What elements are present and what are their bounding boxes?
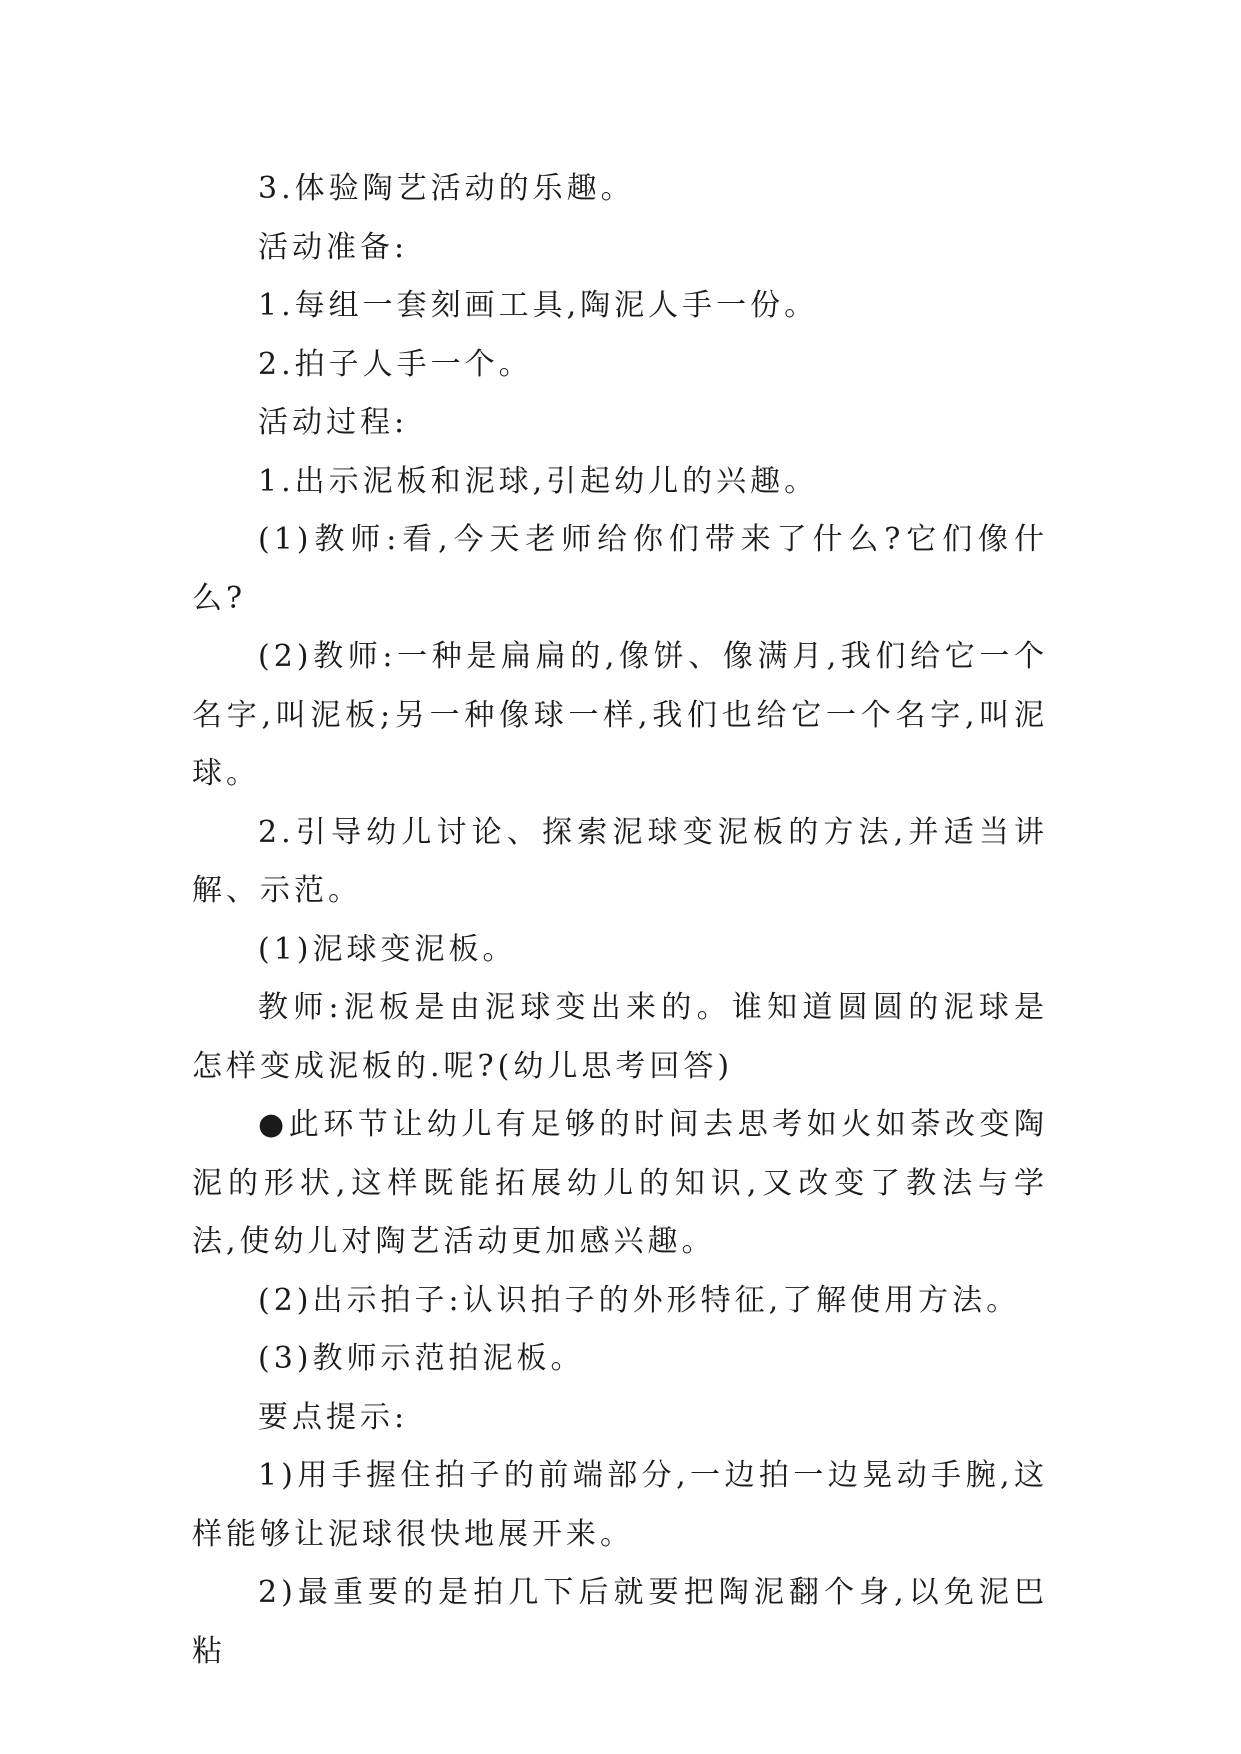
paragraph-step-2-2: (2)出示拍子:认识拍子的外形特征,了解使用方法。 — [258, 1282, 1021, 1318]
heading-preparation: 活动准备: — [258, 229, 409, 265]
body-text — [192, 160, 1048, 1681]
paragraph-key-point-1: 1)用手握住拍子的前端部分,一边拍一边晃动手腕,这样能够让泥球很快地展开来。 — [192, 1458, 1048, 1552]
paragraph-step-1: 1.出示泥板和泥球,引起幼儿的兴趣。 — [258, 463, 819, 499]
paragraph-key-point-2: 2)最重要的是拍几下后就要把陶泥翻个身,以免泥巴粘 — [192, 1575, 1048, 1669]
paragraph-goal-3: 3.体验陶艺活动的乐趣。 — [258, 171, 635, 206]
paragraph-teacher-question: 教师:泥板是由泥球变出来的。谁知道圆圆的泥球是怎样变成泥板的.呢?(幼儿思考回答) — [192, 990, 1048, 1084]
paragraph-step-2-1: (1)泥球变泥板。 — [258, 931, 517, 967]
paragraph-note: ●此环节让幼儿有足够的时间去思考如火如荼改变陶泥的形状,这样既能拓展幼儿的知识,又改变了教法与学法,使幼儿对陶艺活动更加感兴趣。 — [192, 1107, 1048, 1259]
paragraph-step-2: 2.引导幼儿讨论、探索泥球变泥板的方法,并适当讲解、示范。 — [192, 814, 1048, 908]
paragraph-prep-2: 2.拍子人手一个。 — [258, 346, 533, 382]
paragraph-prep-1: 1.每组一套刻画工具,陶泥人手一份。 — [258, 288, 819, 323]
heading-key-points: 要点提示: — [258, 1399, 409, 1435]
paragraph-step-2-3: (3)教师示范拍泥板。 — [258, 1341, 585, 1376]
paragraph-step-1-1: (1)教师:看,今天老师给你们带来了什么?它们像什么? — [192, 522, 1048, 616]
heading-process: 活动过程: — [258, 405, 409, 440]
paragraph-step-1-2: (2)教师:一种是扁扁的,像饼、像满月,我们给它一个名字,叫泥板;另一种像球一样,我们也给它一个名字,叫泥球。 — [192, 639, 1048, 791]
